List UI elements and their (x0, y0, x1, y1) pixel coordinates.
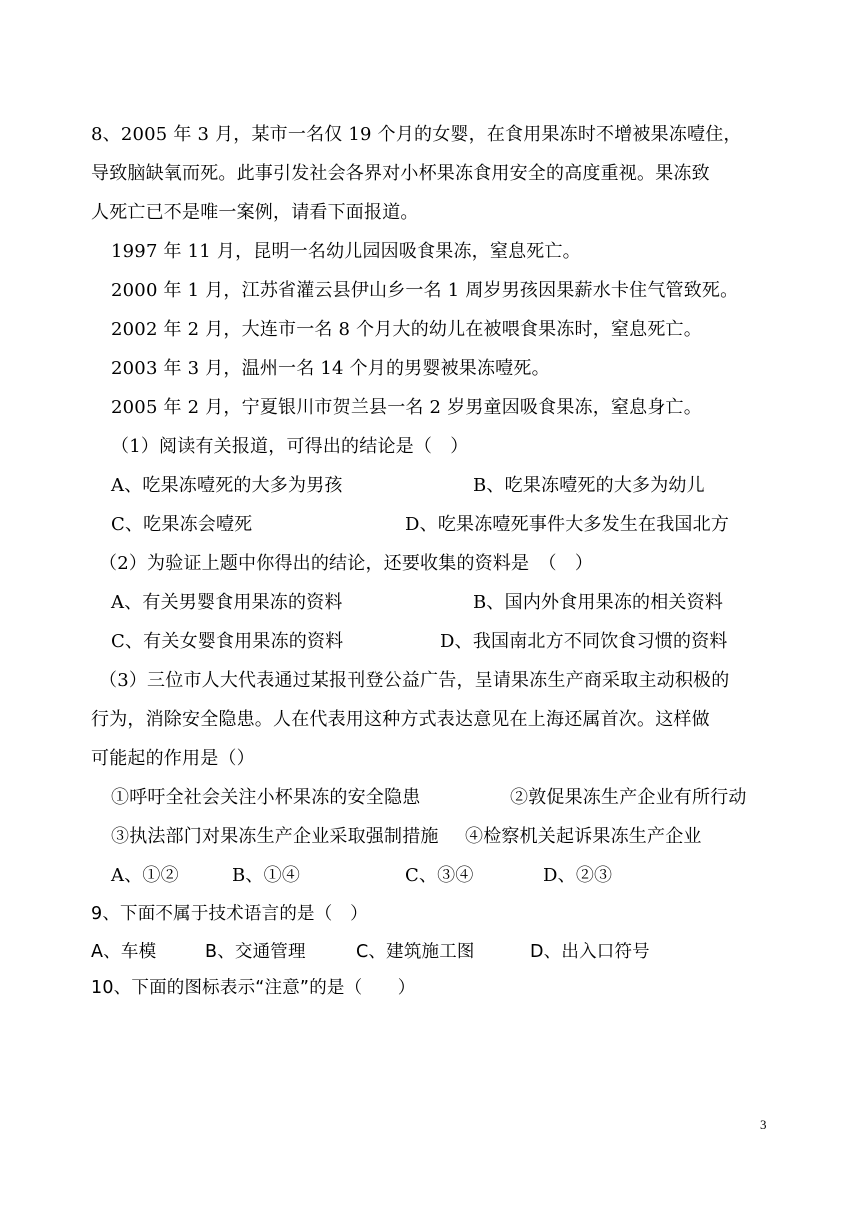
q8-report-1997: 1997 年 11 月，昆明一名幼儿园因吸食果冻，窒息死亡。 (111, 241, 581, 262)
q8-sub2-option-a: A、有关男婴食用果冻的资料 (111, 592, 343, 613)
q9-option-c: C、建筑施工图 (356, 942, 475, 962)
q8-sub3-question-line-1: （3）三位市人大代表通过某报刊登公益广告，呈请果冻生产商采取主动积极的 (99, 670, 730, 691)
q8-report-2005: 2005 年 2 月，宁夏银川市贺兰县一名 2 岁男童因吸食果冻，窒息身亡。 (111, 397, 702, 418)
q8-intro-line-1: 8、2005 年 3 月，某市一名仅 19 个月的女婴，在食用果冻时不增被果冻噎住， (91, 124, 742, 145)
q9-option-a: A、车模 (91, 942, 157, 962)
q8-sub2-question: （2）为验证上题中你得出的结论，还要收集的资料是 （ ） (99, 553, 594, 574)
q8-sub2-option-d: D、我国南北方不同饮食习惯的资料 (440, 631, 728, 652)
q8-sub3-option-a: A、①② (111, 865, 179, 886)
q8-sub3-question-line-2: 行为，消除安全隐患。人在代表用这种方式表达意见在上海还属首次。这样做 (91, 709, 710, 730)
q8-sub3-option-d: D、②③ (543, 865, 613, 886)
q10-question: 10、下面的图标表示“注意”的是（ ） (91, 978, 416, 998)
q9-option-d: D、出入口符号 (530, 942, 650, 962)
q8-report-2000: 2000 年 1 月，江苏省灌云县伊山乡一名 1 周岁男孩因果薪水卡住气管致死。 (111, 280, 739, 301)
q8-sub2-option-c: C、有关女婴食用果冻的资料 (111, 631, 344, 652)
q8-sub3-statement-3: ③执法部门对果冻生产企业采取强制措施 (111, 826, 439, 847)
q8-sub3-statement-2: ②敦促果冻生产企业有所行动 (510, 787, 747, 808)
q8-sub1-option-d: D、吃果冻噎死事件大多发生在我国北方 (405, 514, 730, 535)
page-number: 3 (760, 1117, 767, 1132)
q8-sub1-option-c: C、吃果冻会噎死 (111, 514, 253, 535)
q8-sub3-question-line-3: 可能起的作用是（） (91, 748, 255, 769)
q8-sub2-option-b: B、国内外食用果冻的相关资料 (473, 592, 724, 613)
q8-intro-line-3: 人死亡已不是唯一案例，请看下面报道。 (91, 202, 419, 223)
q8-sub3-statement-4: ④检察机关起诉果冻生产企业 (465, 826, 702, 847)
q8-report-2003: 2003 年 3 月，温州一名 14 个月的男婴被果冻噎死。 (111, 358, 550, 379)
q8-sub1-question: （1）阅读有关报道，可得出的结论是（ ） (111, 436, 469, 457)
q8-sub3-statement-1: ①呼吁全社会关注小杯果冻的安全隐患 (111, 787, 421, 808)
q8-sub3-option-b: B、①④ (232, 865, 301, 886)
q8-sub3-option-c: C、③④ (405, 865, 474, 886)
q8-sub1-option-b: B、吃果冻噎死的大多为幼儿 (473, 475, 705, 496)
q8-report-2002: 2002 年 2 月，大连市一名 8 个月大的幼儿在被喂食果冻时，窒息死亡。 (111, 319, 702, 340)
q9-option-b: B、交通管理 (205, 942, 306, 962)
q8-sub1-option-a: A、吃果冻噎死的大多为男孩 (111, 475, 343, 496)
q9-question: 9、下面不属于技术语言的是（ ） (91, 904, 368, 924)
q8-intro-line-2: 导致脑缺氧而死。此事引发社会各界对小杯果冻食用安全的高度重视。果冻致 (91, 163, 710, 184)
